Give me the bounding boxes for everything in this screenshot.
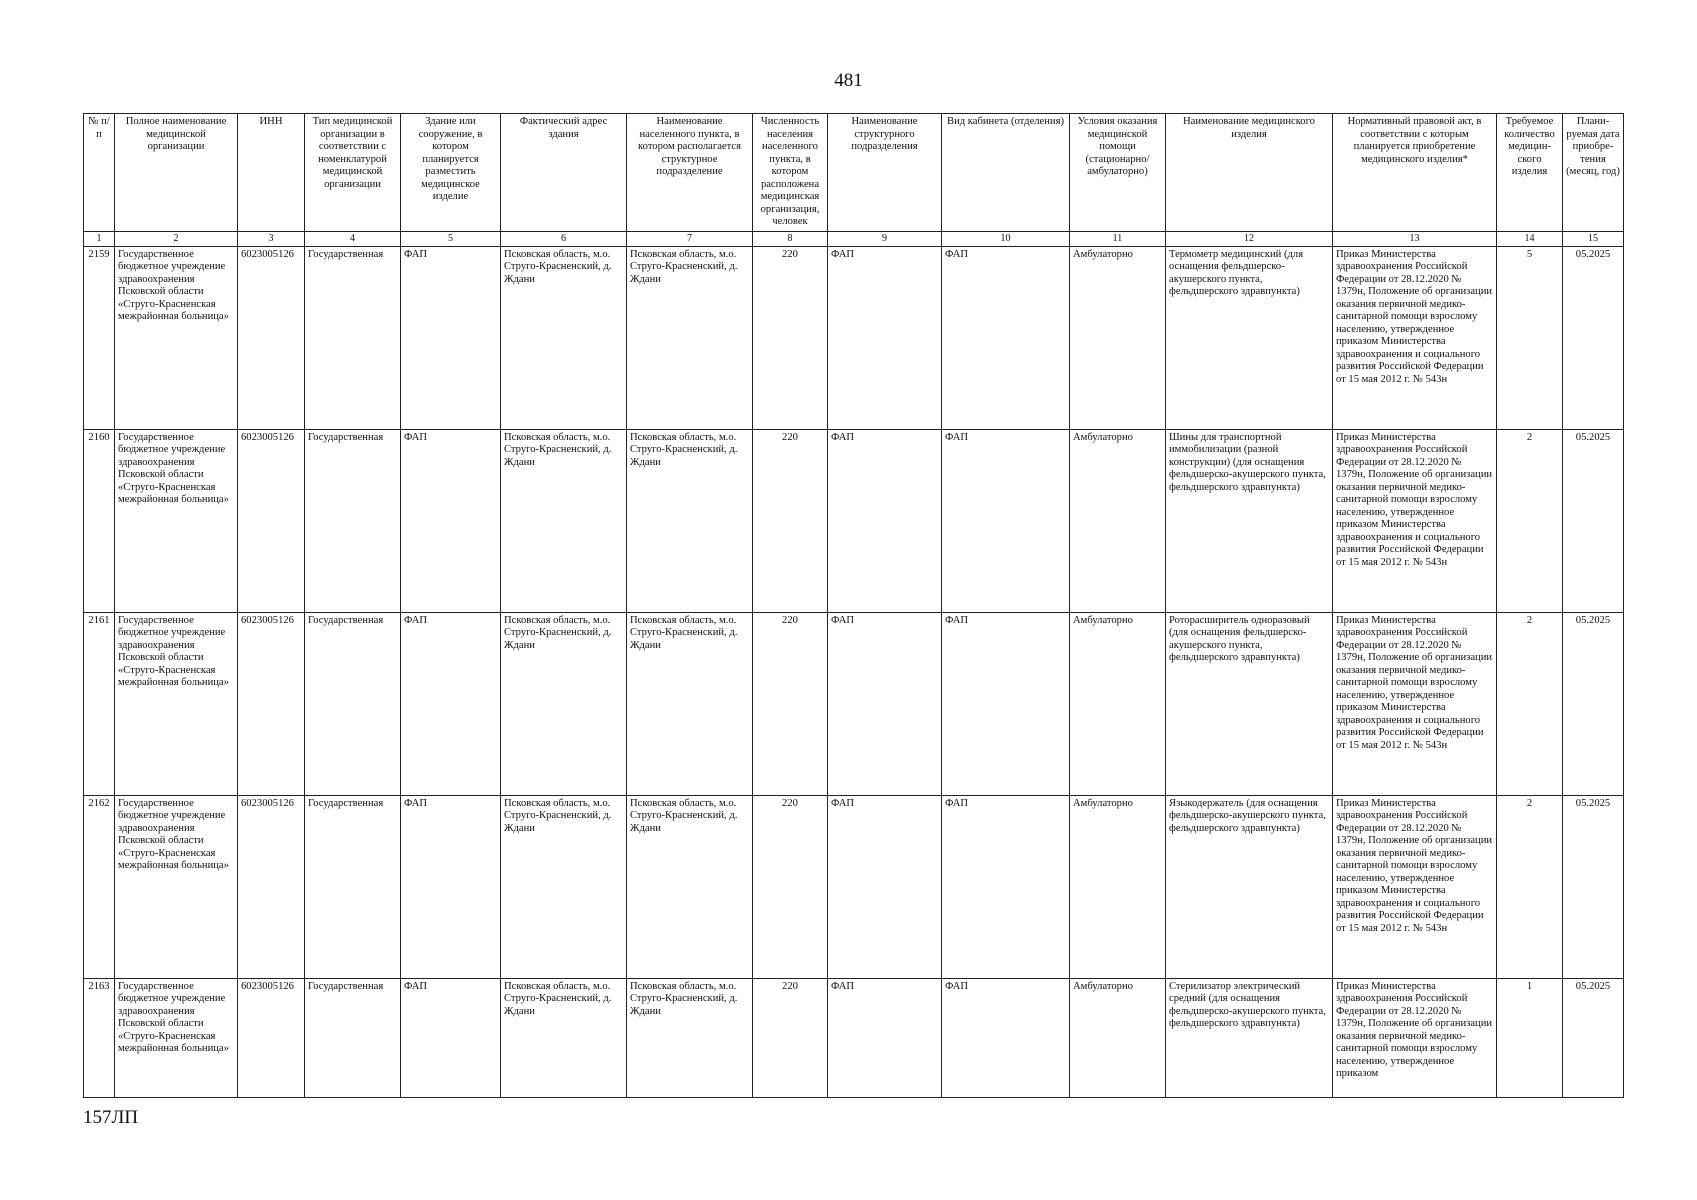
legal-act-cell: Приказ Министерства здравоохранения Российской Федерации от 28.12.2020 № 1379н, Положение об организации оказания первичной медико-санитарной помощи взрослому населению, утвержденное приказом Министерства здравоохранения и социального развития Российской Федерации от 15 мая 2012 г. № 543н [1333,429,1497,612]
settlement-cell: Псковская область, м.о. Струго-Красненский, д. Ждани [627,795,753,978]
header-cell: № п/п [84,114,115,232]
column-number: 9 [828,231,942,246]
unit-cell: ФАП [828,978,942,1097]
header-cell: Условия оказания медицинской помощи (стационарно/ амбулаторно) [1070,114,1166,232]
column-number: 8 [753,231,828,246]
legal-act-cell: Приказ Министерства здравоохранения Российской Федерации от 28.12.2020 № 1379н, Положение об организации оказания первичной медико-санитарной помощи взрослому населению, утвержденное приказом Министерства здравоохранения и социального развития Российской Федерации от 15 мая 2012 г. № 543н [1333,246,1497,429]
address-cell: Псковская область, м.о. Струго-Красненский, д. Ждани [501,612,627,795]
building-cell: ФАП [401,612,501,795]
population-cell: 220 [753,795,828,978]
legal-act-cell: Приказ Министерства здравоохранения Российской Федерации от 28.12.2020 № 1379н, Положение об организации оказания первичной медико-санитарной помощи взрослому населению, утвержденное приказом Министерства здравоохранения и социального развития Российской Федерации от 15 мая 2012 г. № 543н [1333,612,1497,795]
device-cell: Стерилизатор электрический средний (для оснащения фельдшерско-акушерского пункта, фельдшерского здравпункта) [1166,978,1333,1097]
header-cell: Полное наименование медицинской организации [115,114,238,232]
organization-name: Государственное бюджетное учреждение здравоохранения Псковской области «Струго-Красненская межрайонная больница» [115,795,238,978]
org-type-cell: Государственная [305,612,401,795]
table-row [84,429,1624,612]
date-cell: 05.2025 [1563,429,1624,612]
legal-act-cell: Приказ Министерства здравоохранения Российской Федерации от 28.12.2020 № 1379н, Положение об организации оказания первичной медико-санитарной помощи взрослому населению, утвержденное приказом [1333,978,1497,1097]
page-number: 481 [834,70,863,91]
header-cell: Наименование населенного пункта, в котором располагается структурное подразделение [627,114,753,232]
column-number: 13 [1333,231,1497,246]
row-number: 2159 [84,246,115,429]
cabinet-cell: ФАП [942,795,1070,978]
device-cell: Языкодержатель (для оснащения фельдшерско-акушерского пункта, фельдшерского здравпункта) [1166,795,1333,978]
address-cell: Псковская область, м.о. Струго-Красненский, д. Ждани [501,429,627,612]
unit-cell: ФАП [828,246,942,429]
inn-cell: 6023005126 [238,246,305,429]
table-row [84,612,1624,795]
table-row [84,795,1624,978]
settlement-cell: Псковская область, м.о. Струго-Красненский, д. Ждани [627,246,753,429]
column-number-row [84,231,1624,246]
device-cell: Шины для транспортной иммобилизации (разной конструкции) (для оснащения фельдшерско-акушерского пункта, фельдшерского здравпункта) [1166,429,1333,612]
device-cell: Термометр медицинский (для оснащения фельдшерско-акушерского пункта, фельдшерского здравпункта) [1166,246,1333,429]
equipment-table [83,113,1624,1098]
building-cell: ФАП [401,429,501,612]
organization-name: Государственное бюджетное учреждение здравоохранения Псковской области «Струго-Красненская межрайонная больница» [115,612,238,795]
header-row [84,114,1624,232]
table-row [84,978,1624,1097]
org-type-cell: Государственная [305,429,401,612]
header-cell: Нормативный правовой акт, в соответствии с которым планируется приобретение медицинского изделия* [1333,114,1497,232]
building-cell: ФАП [401,978,501,1097]
population-cell: 220 [753,978,828,1097]
inn-cell: 6023005126 [238,612,305,795]
row-number: 2161 [84,612,115,795]
settlement-cell: Псковская область, м.о. Струго-Красненский, д. Ждани [627,429,753,612]
column-number: 2 [115,231,238,246]
column-number: 1 [84,231,115,246]
date-cell: 05.2025 [1563,246,1624,429]
header-cell: Плани-руемая дата приобре-тения (месяц, год) [1563,114,1624,232]
address-cell: Псковская область, м.о. Струго-Красненский, д. Ждани [501,978,627,1097]
cabinet-cell: ФАП [942,978,1070,1097]
date-cell: 05.2025 [1563,612,1624,795]
header-cell: Наименование медицинского изделия [1166,114,1333,232]
settlement-cell: Псковская область, м.о. Струго-Красненский, д. Ждани [627,978,753,1097]
quantity-cell: 5 [1497,246,1563,429]
building-cell: ФАП [401,795,501,978]
column-number: 14 [1497,231,1563,246]
column-number: 11 [1070,231,1166,246]
row-number: 2162 [84,795,115,978]
row-number: 2160 [84,429,115,612]
organization-name: Государственное бюджетное учреждение здравоохранения Псковской области «Струго-Красненская межрайонная больница» [115,429,238,612]
settlement-cell: Псковская область, м.о. Струго-Красненский, д. Ждани [627,612,753,795]
table-row [84,246,1624,429]
header-cell: Требуемое количество медицин-ского изделия [1497,114,1563,232]
header-cell: Фактический адрес здания [501,114,627,232]
conditions-cell: Амбулаторно [1070,429,1166,612]
org-type-cell: Государственная [305,246,401,429]
unit-cell: ФАП [828,429,942,612]
column-number: 10 [942,231,1070,246]
row-number: 2163 [84,978,115,1097]
column-number: 6 [501,231,627,246]
cabinet-cell: ФАП [942,246,1070,429]
building-cell: ФАП [401,246,501,429]
device-cell: Роторасширитель одноразовый (для оснащения фельдшерско-акушерского пункта, фельдшерского здравпункта) [1166,612,1333,795]
column-number: 5 [401,231,501,246]
org-type-cell: Государственная [305,795,401,978]
header-cell: Вид кабинета (отделения) [942,114,1070,232]
population-cell: 220 [753,612,828,795]
header-cell: ИНН [238,114,305,232]
header-cell: Здание или сооружение, в котором планируется разместить медицинское изделие [401,114,501,232]
organization-name: Государственное бюджетное учреждение здравоохранения Псковской области «Стругo-Красненская межрайонная больница» [115,246,238,429]
header-cell: Наименование структурного подразделения [828,114,942,232]
org-type-cell: Государственная [305,978,401,1097]
inn-cell: 6023005126 [238,978,305,1097]
column-number: 3 [238,231,305,246]
column-number: 7 [627,231,753,246]
population-cell: 220 [753,246,828,429]
conditions-cell: Амбулаторно [1070,246,1166,429]
unit-cell: ФАП [828,795,942,978]
inn-cell: 6023005126 [238,429,305,612]
header-cell: Тип медицинской организации в соответствии с номенклатурой медицинской организации [305,114,401,232]
organization-name: Государственное бюджетное учреждение здравоохранения Псковской области «Струго-Красненская межрайонная больница» [115,978,238,1097]
column-number: 15 [1563,231,1624,246]
column-number: 12 [1166,231,1333,246]
date-cell: 05.2025 [1563,795,1624,978]
column-number: 4 [305,231,401,246]
address-cell: Псковская область, м.о. Струго-Красненский, д. Ждани [501,246,627,429]
quantity-cell: 1 [1497,978,1563,1097]
header-cell: Численность населения населенного пункта, в котором расположена медицинская организация, человек [753,114,828,232]
quantity-cell: 2 [1497,612,1563,795]
quantity-cell: 2 [1497,429,1563,612]
conditions-cell: Амбулаторно [1070,612,1166,795]
legal-act-cell: Приказ Министерства здравоохранения Российской Федерации от 28.12.2020 № 1379н, Положение об организации оказания первичной медико-санитарной помощи взрослому населению, утвержденное приказом Министерства здравоохранения и социального развития Российской Федерации от 15 мая 2012 г. № 543н [1333,795,1497,978]
address-cell: Псковская область, м.о. Струго-Красненский, д. Ждани [501,795,627,978]
inn-cell: 6023005126 [238,795,305,978]
conditions-cell: Амбулаторно [1070,978,1166,1097]
cabinet-cell: ФАП [942,612,1070,795]
quantity-cell: 2 [1497,795,1563,978]
unit-cell: ФАП [828,612,942,795]
document-code: 157ЛП [83,1107,139,1128]
population-cell: 220 [753,429,828,612]
cabinet-cell: ФАП [942,429,1070,612]
conditions-cell: Амбулаторно [1070,795,1166,978]
date-cell: 05.2025 [1563,978,1624,1097]
